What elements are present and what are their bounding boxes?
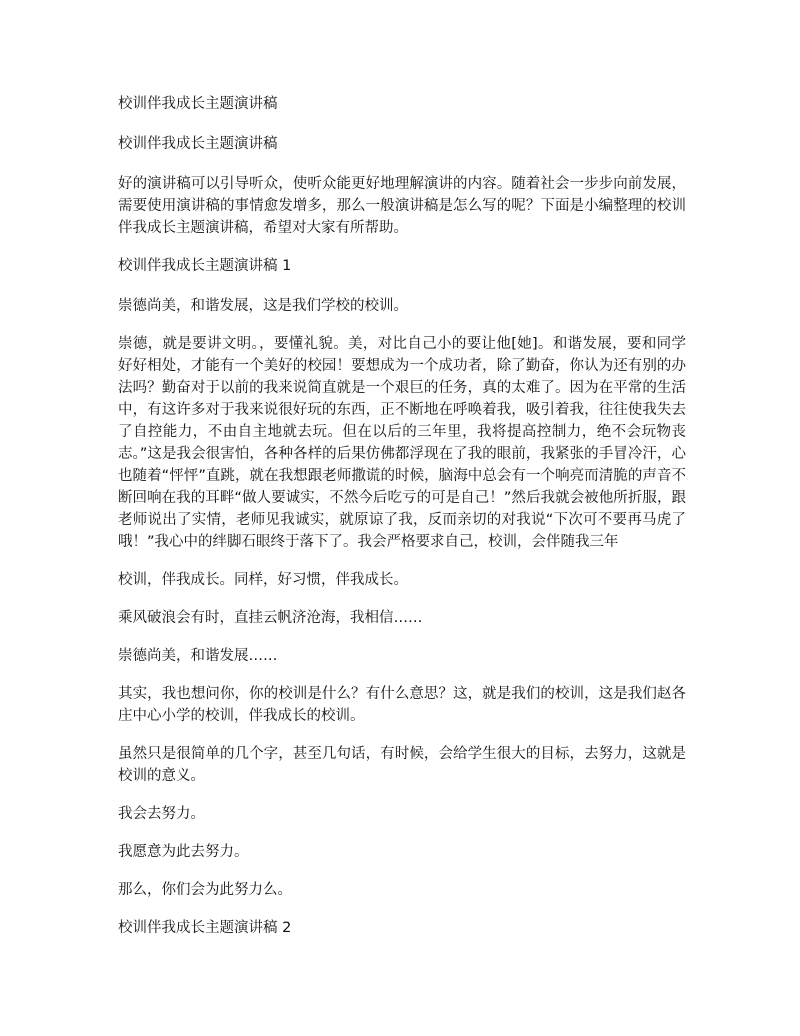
body-paragraph: 虽然只是很简单的几个字，甚至几句话，有时候，会给学生很大的目标，去努力，这就是校训的意义。	[118, 746, 686, 784]
document-subtitle: 校训伴我成长主题演讲稿	[118, 136, 278, 152]
body-paragraph: 校训，伴我成长。同样，好习惯，伴我成长。	[118, 572, 408, 588]
section-1-title: 校训伴我成长主题演讲稿 1	[118, 258, 292, 274]
body-paragraph: 我会去努力。	[118, 806, 205, 822]
document-title: 校训伴我成长主题演讲稿	[118, 96, 278, 112]
body-paragraph: 崇德，就是要讲文明。，要懂礼貌。美，对比自己小的要让他[她]。和谐发展，要和同学好好相处，才能有一个美好的校园！要想成为一个成功者，除了勤奋，你认为还有别的办法吗？勤奋对于以前的我来说简直就是一个艰巨的任务，真的太难了。因为在平常的生活中，有这许多对于我来说很好玩的东西，正不断地在呼唤着我，吸引着我，往往使我失去了自控能力，不由自主地就去玩。但在以后的三年里，我将提高控制力，绝不会玩物丧志。”这是我会很害怕，各种各样的后果仿佛都浮现在了我的眼前，我紧张的手冒冷汗，心也随着“怦怦”直跳，就在我想跟老师撒谎的时候，脑海中总会有一个响亮而清脆的声音不断回响在我的耳畔“做人要诚实，不然今后吃亏的可是自己！”然后我就会被他所折服，跟老师说出了实情，老师见我诚实，就原谅了我，反而亲切的对我说“下次可不要再马虎了哦！”我心中的绊脚石眼终于落下了。我会严格要求自己，校训，会伴随我三年	[118, 336, 686, 550]
body-paragraph: 其实，我也想问你，你的校训是什么？有什么意思？这，就是我们的校训，这是我们赵各庄中心小学的校训，伴我成长的校训。	[118, 686, 686, 724]
document-page	[118, 93, 686, 957]
body-paragraph: 我愿意为此去努力。	[118, 844, 249, 860]
body-paragraph: 崇德尚美，和谐发展……	[118, 648, 278, 664]
body-paragraph: 乘风破浪会有时，直挂云帆济沧海，我相信……	[118, 610, 423, 626]
section-2-title: 校训伴我成长主题演讲稿 2	[118, 920, 292, 936]
intro-paragraph: 好的演讲稿可以引导听众，使听众能更好地理解演讲的内容。随着社会一步步向前发展，需要使用演讲稿的事情愈发增多，那么一般演讲稿是怎么写的呢？下面是小编整理的校训伴我成长主题演讲稿，希望对大家有所帮助。	[118, 176, 686, 236]
body-paragraph: 崇德尚美，和谐发展，这是我们学校的校训。	[118, 298, 408, 314]
body-paragraph: 那么，你们会为此努力么。	[118, 882, 292, 898]
